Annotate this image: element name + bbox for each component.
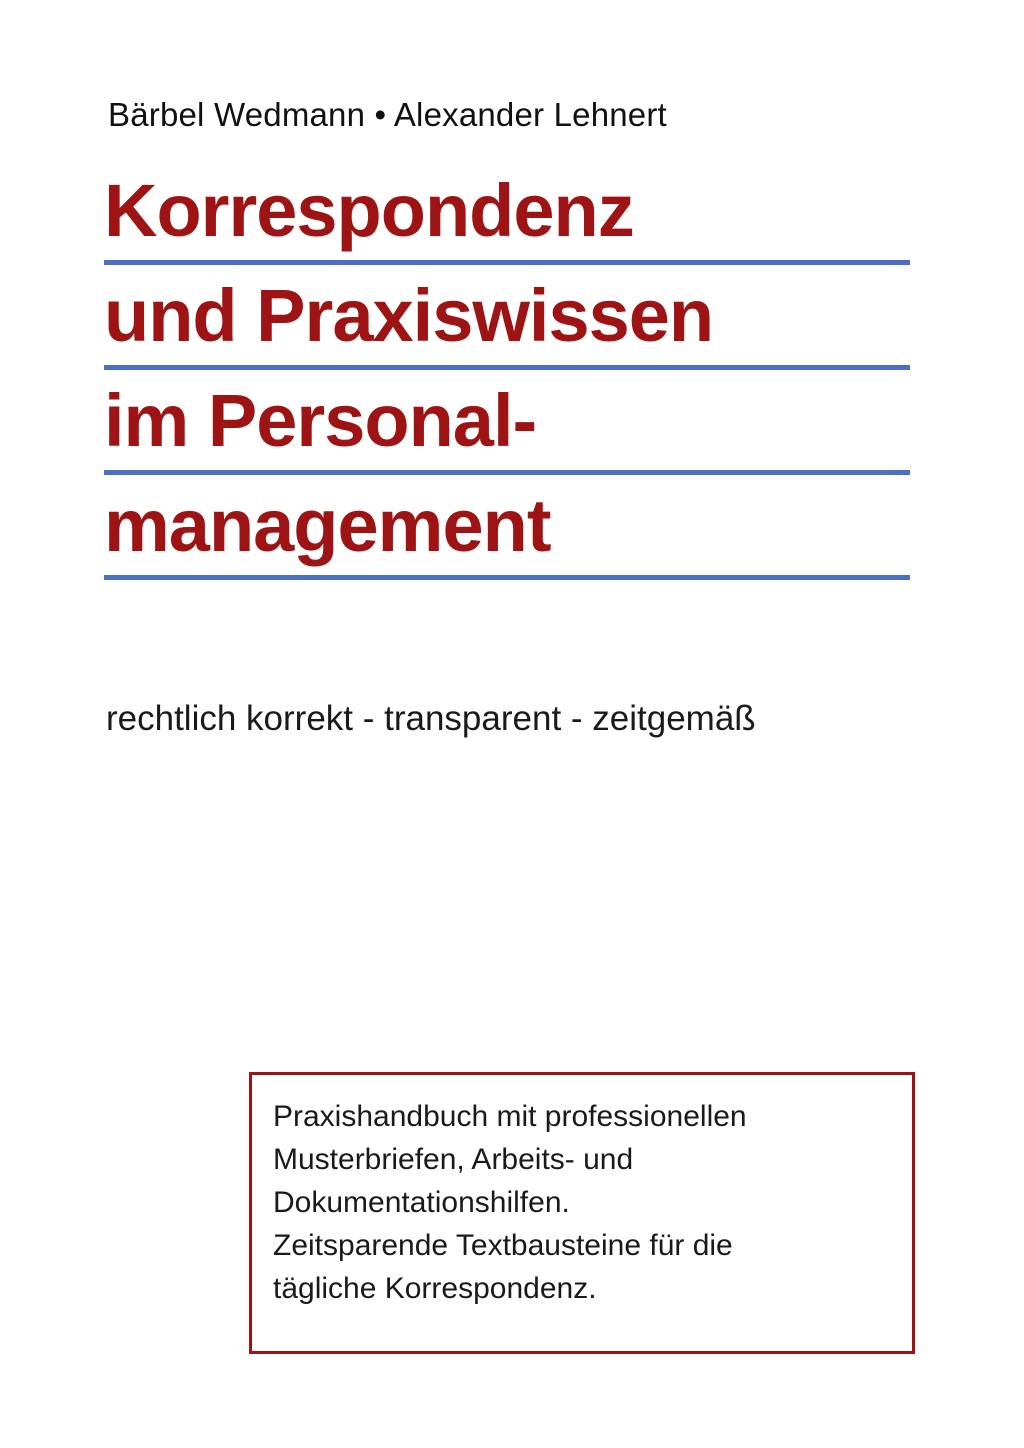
- author-line: Bärbel Wedmann • Alexander Lehnert: [108, 96, 667, 133]
- title-rule-3: [104, 470, 910, 475]
- title-line-1: Korrespondenz: [104, 169, 634, 252]
- blurb-box: [249, 1072, 915, 1354]
- blurb-line-4: Zeitsparende Textbausteine für die: [273, 1229, 733, 1262]
- title-rule-2: [104, 365, 910, 370]
- title-line-4: management: [104, 484, 551, 567]
- subtitle: rechtlich korrekt - transparent - zeitgemäß: [106, 699, 756, 738]
- book-title: [104, 168, 916, 588]
- title-line-2: und Praxiswissen: [104, 274, 714, 357]
- blurb-line-1: Praxishandbuch mit professionellen: [273, 1100, 747, 1133]
- blurb-line-2: Musterbriefen, Arbeits- und: [273, 1143, 634, 1176]
- title-rule-1: [104, 260, 910, 265]
- title-line-3: im Personal-: [104, 379, 537, 462]
- blurb-text: [273, 1095, 903, 1310]
- title-rule-4: [104, 575, 910, 580]
- blurb-line-3: Dokumentationshilfen.: [273, 1186, 570, 1219]
- blurb-line-5: tägliche Korrespondenz.: [273, 1272, 597, 1305]
